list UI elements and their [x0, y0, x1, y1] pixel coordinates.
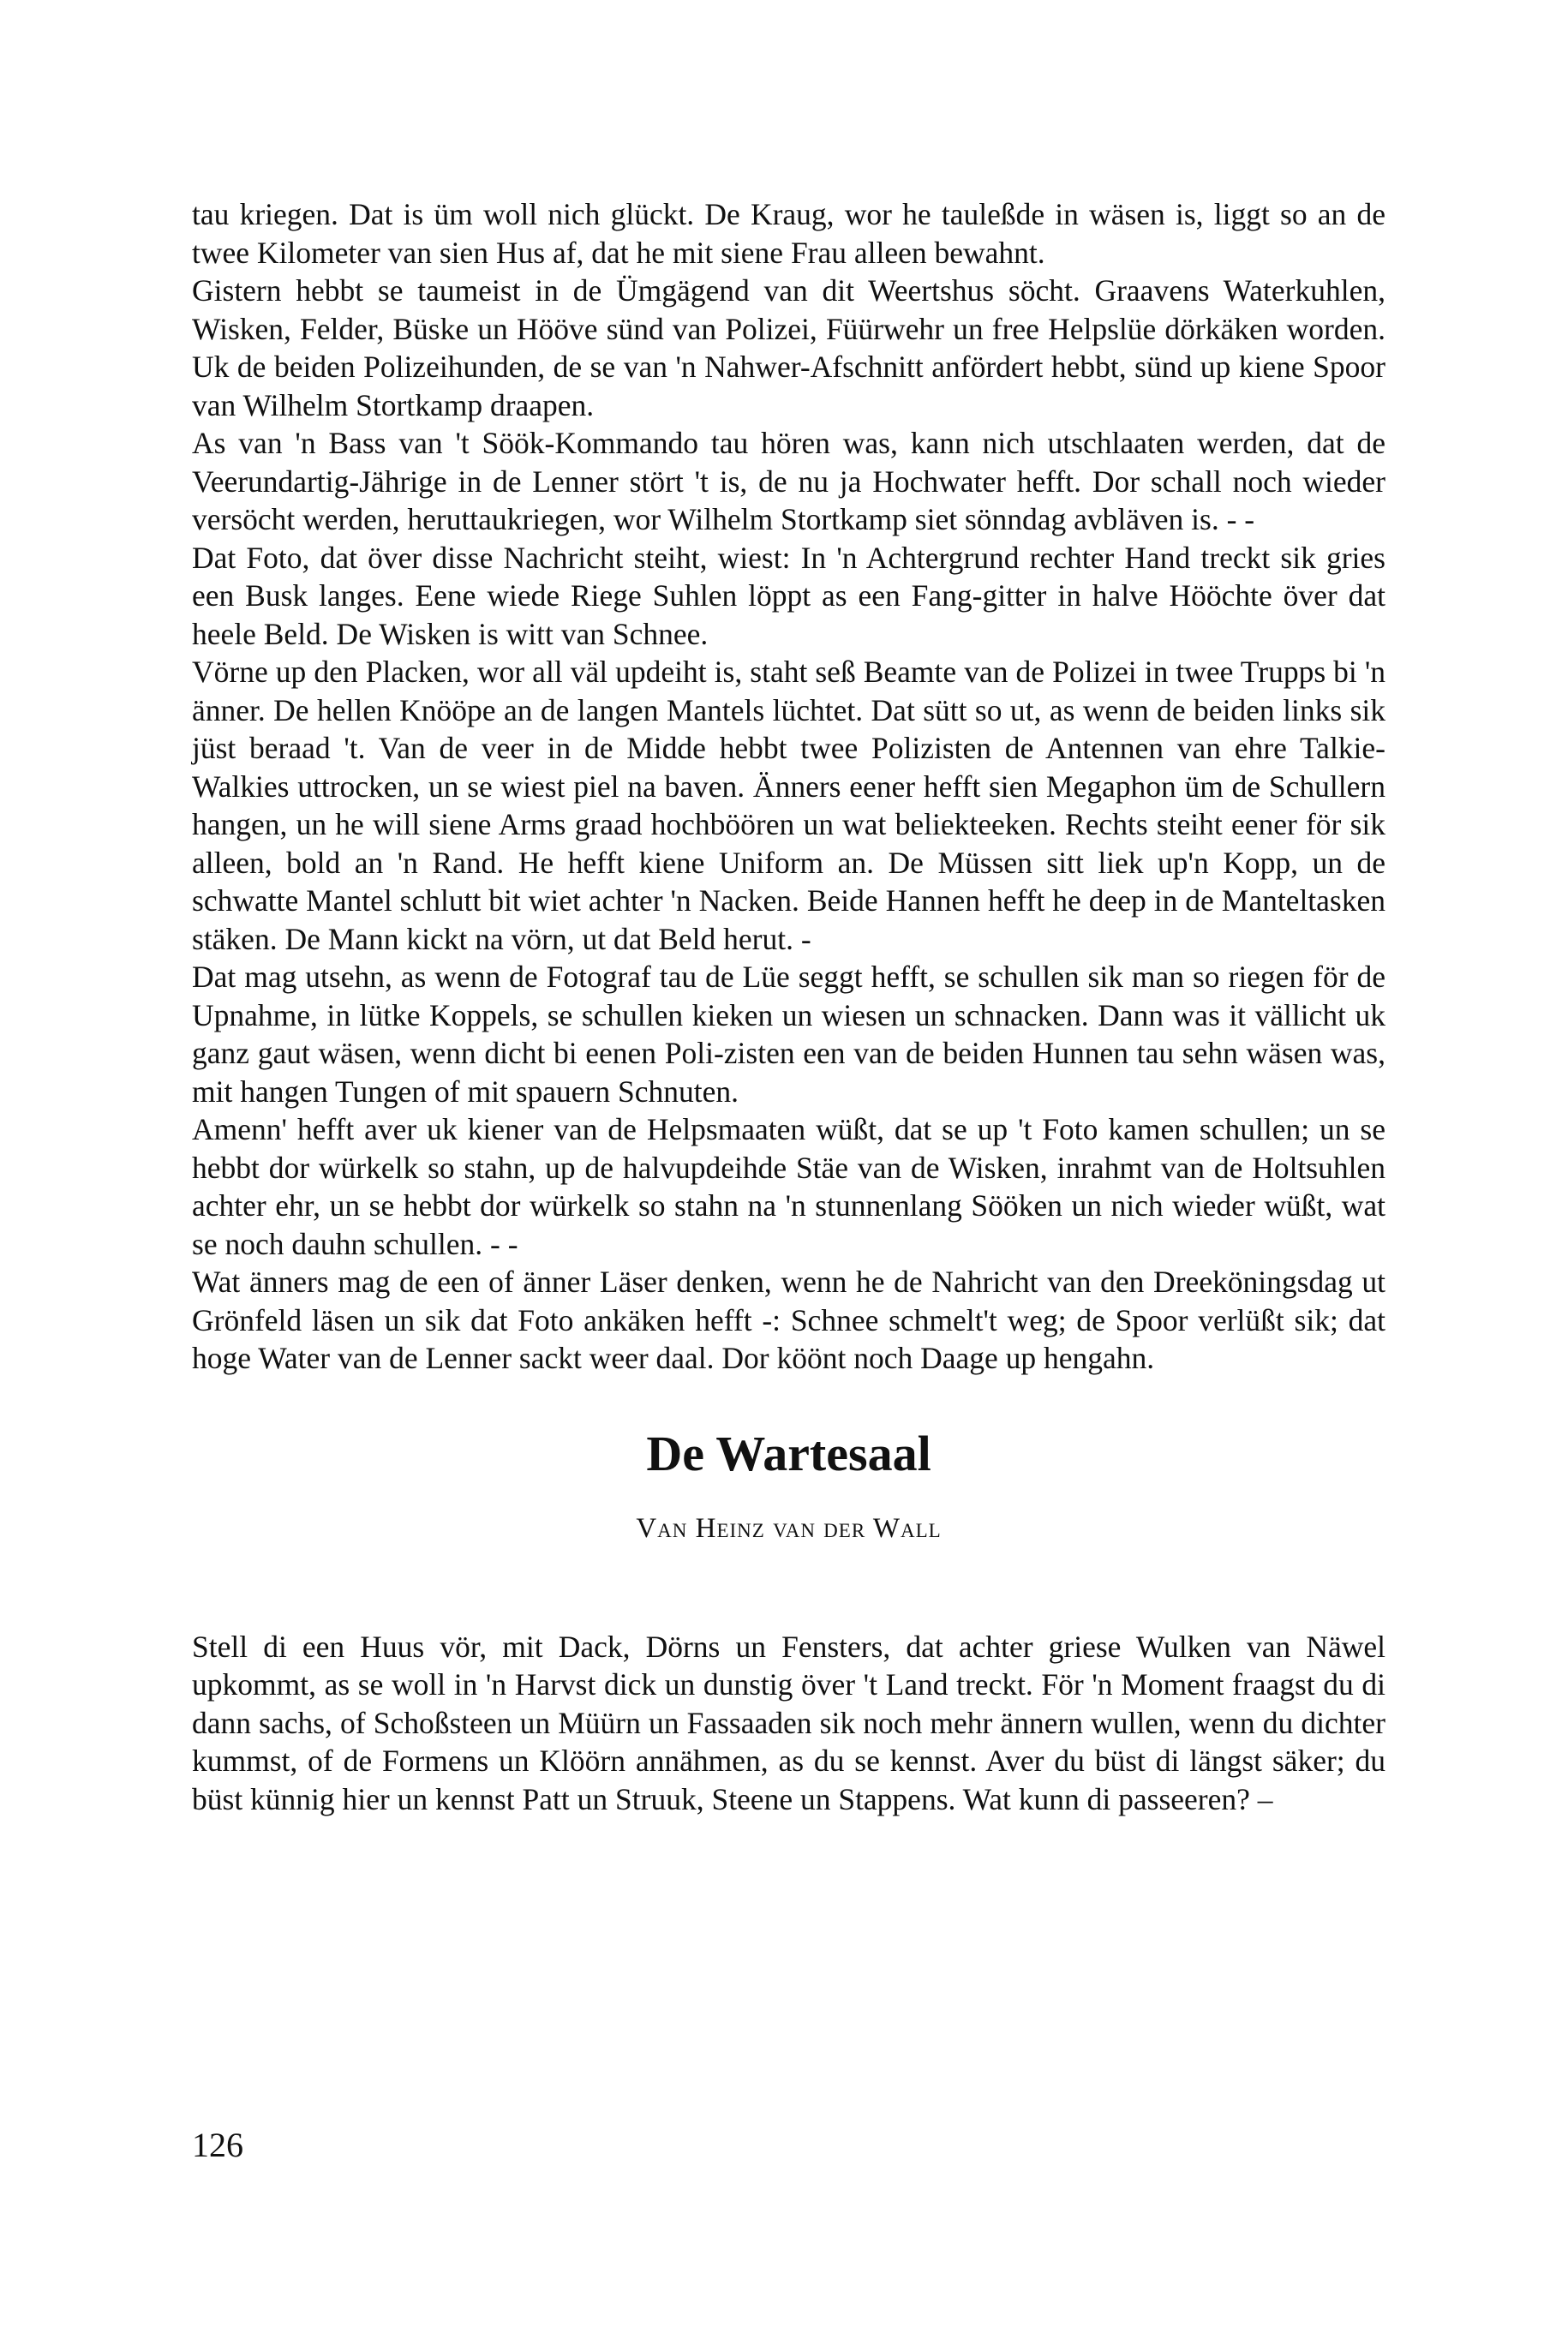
paragraph: Dat Foto, dat över disse Nachricht steiht, wiest: In 'n Achtergrund rechter Hand treckt sik gries een Busk langes. Eene wiede Riege Suhlen löppt as een Fang-gitter in halve Hööchte över dat heele Beld. De Wisken is witt van Schnee. — [192, 540, 1385, 651]
article-title: De Wartesaal — [646, 1425, 931, 1481]
paragraph: Gistern hebbt se taumeist in de Ümgägend van dit Weertshus söcht. Graavens Waterkuhlen, Wisken, Felder, Büske un Hööve sünd van Polizei, Füürwehr un free Helpslüe dörkäken worden. Uk de beiden Polizeihunden, de se van 'n Nahwer-Afschnitt anfördert hebbt, sünd up kiene Spoor van Wilhelm Stortkamp draapen. — [192, 273, 1385, 422]
page-number: 126 — [192, 2126, 243, 2164]
paragraph: Dat mag utsehn, as wenn de Fotograf tau de Lüe seggt hefft, se schullen sik man so riegen för de Upnahme, in lütke Koppels, se schullen kieken un wiesen un schnacken. Dann was it vällicht uk ganz gaut wäsen, wenn dicht bi eenen Poli-zisten een van de beiden Hunnen tau sehn wäsen was, mit hangen Tungen of mit spauern Schnuten. — [192, 960, 1385, 1109]
paragraph: tau kriegen. Dat is üm woll nich glückt. De Kraug, wor he tauleßde in wäsen is, liggt so an de twee Kilometer van sien Hus af, dat he mit siene Frau alleen bewahnt. — [192, 197, 1385, 270]
paragraph: Wat änners mag de een of änner Läser denken, wenn he de Nahricht van den Dreeköningsdag ut Grönfeld läsen un sik dat Foto ankäken hefft -: Schnee schmelt't weg; de Spoor verlüßt sik; dat hoge Water van de Lenner sackt weer daal. Dor köönt noch Daage up hengahn. — [192, 1265, 1385, 1375]
paragraph: Amenn' hefft aver uk kiener van de Helpsmaaten wüßt, dat se up 't Foto kamen schullen; un se hebbt dor würkelk so stahn, up de halvupdeihde Stäe van de Wisken, inrahmt van de Holtsuhlen achter ehr, un se hebbt dor würkelk so stahn na 'n stunnenlang Sööken un nich wieder wüßt, wat se noch dauhn schullen. - - — [192, 1112, 1385, 1261]
paragraph: Vörne up den Placken, wor all väl updeiht is, staht seß Beamte van de Polizei in twee Trupps bi 'n änner. De hellen Knööpe an de langen Mantels lüchtet. Dat sütt so ut, as wenn de beiden links sik jüst beraad 't. Van de veer in de Midde hebbt twee Polizisten de Antennen van ehre Talkie-Walkies uttrocken, un se wiest piel na baven. Änners eener hefft sien Megaphon üm de Schullern hangen, un he will siene Arms graad hochböören un wat beliekteeken. Rechts steiht eener för sik alleen, bold an 'n Rand. He hefft kiene Uniform an. De Müssen sitt liek up'n Kopp, un de schwatte Mantel schlutt bit wiet achter 'n Nacken. Beide Hannen hefft he deep in de Manteltasken stäken. De Mann kickt na vörn, ut dat Beld herut. - — [192, 655, 1385, 956]
page-body — [192, 195, 1385, 1818]
paragraph: Stell di een Huus vör, mit Dack, Dörns un Fensters, dat achter griese Wulken van Näwel upkommt, as se woll in 'n Harvst dick un dunstig över 't Land treckt. För 'n Moment fraagst du di dann sachs, of Schoßsteen un Müürn un Fassaaden sik noch mehr ännern wullen, wenn du dichter kummst, of de Formens un Klöörn annähmen, as du se kennst. Aver du büst di längst säker; du büst künnig hier un kennst Patt un Struuk, Steene un Stappens. Wat kunn di passeeren? – — [192, 1629, 1385, 1816]
article-author: Van Heinz van der Wall — [636, 1512, 942, 1544]
article-continuation — [192, 195, 1385, 1378]
paragraph: As van 'n Bass van 't Söök-Kommando tau hören was, kann nich utschlaaten werden, dat de Veerundartig-Jährige in de Lenner stört 't is, de nu ja Hochwater hefft. Dor schall noch wieder versöcht werden, heruttaukriegen, wor Wilhelm Stortkamp siet sönndag avbläven is. - - — [192, 426, 1385, 536]
article-body — [192, 1628, 1385, 1819]
